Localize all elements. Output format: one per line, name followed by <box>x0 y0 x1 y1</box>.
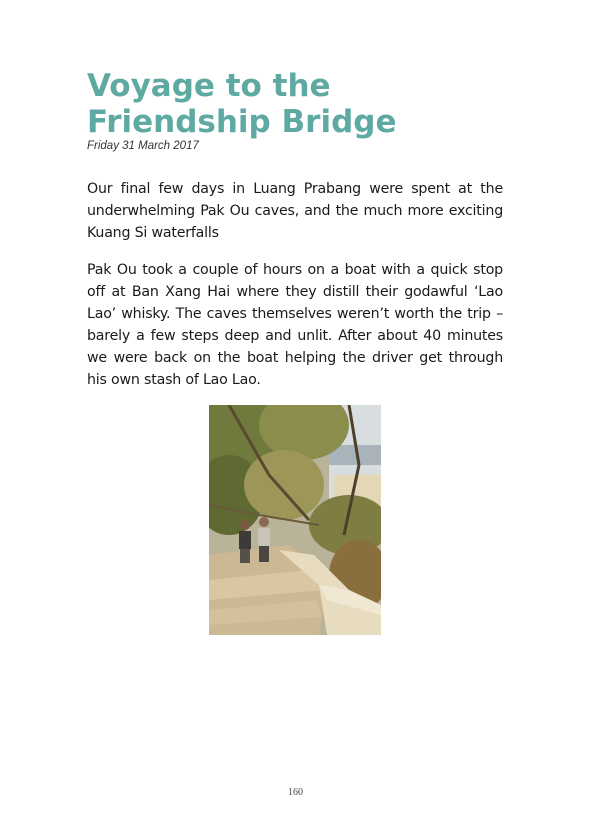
photo-cave-steps <box>209 405 381 635</box>
paragraph-1: Our final few days in Luang Prabang were spent at the underwhelming Pak Ou caves, and the much more exciting Kuang Si waterfalls <box>87 181 503 241</box>
title-line-2: Friendship Bridge <box>87 104 397 140</box>
article-date: Friday 31 March 2017 <box>87 140 199 152</box>
article-title <box>87 68 507 140</box>
paragraph-2: Pak Ou took a couple of hours on a boat with a quick stop off at Ban Xang Hai where they distill their godawful ‘Lao Lao’ whisky. The caves themselves weren’t worth the trip – barely a few steps deep and unlit. After about 40 minutes we were back on the boat helping the driver get through his own stash of Lao Lao. <box>87 262 503 388</box>
page-number: 160 <box>288 787 303 798</box>
title-line-1: Voyage to the <box>87 68 331 104</box>
